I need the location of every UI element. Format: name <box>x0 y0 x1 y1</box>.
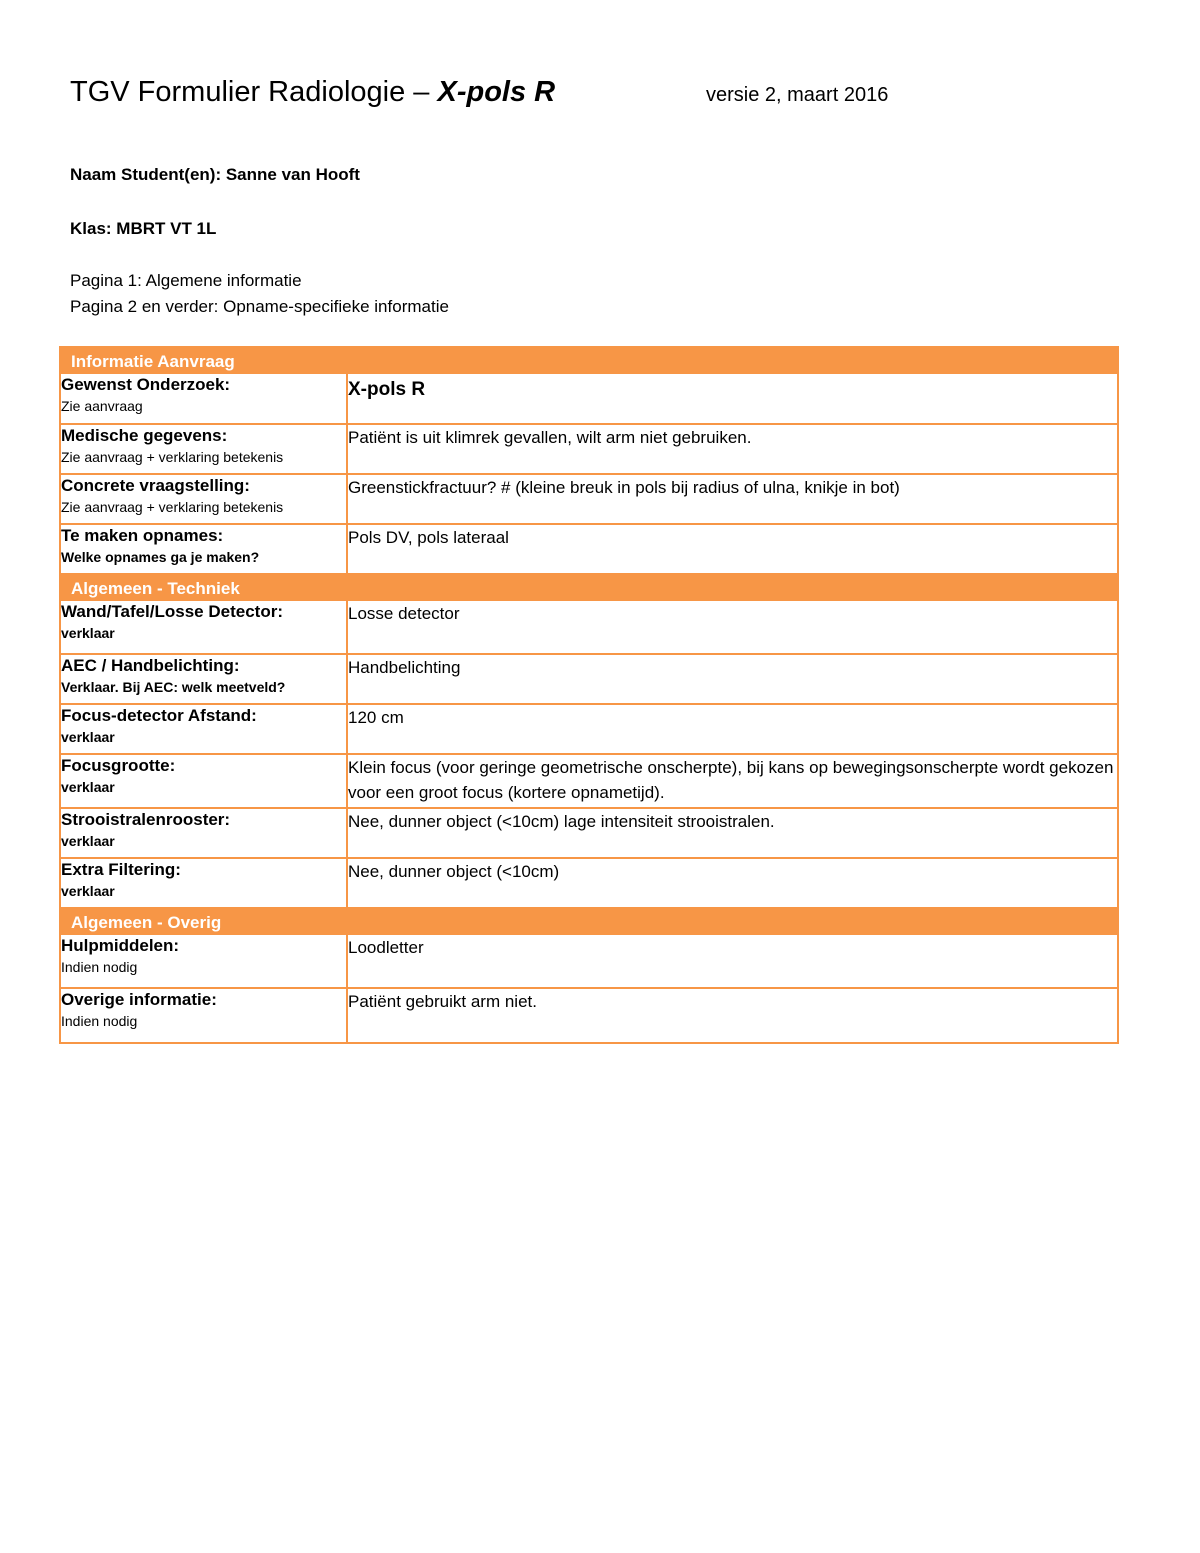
table-row <box>60 373 1118 424</box>
page1-note: Pagina 1: Algemene informatie <box>70 271 302 290</box>
row-label: Medische gegevens: <box>61 426 228 445</box>
section-header <box>60 574 1118 600</box>
row-hint: Welke opnames ga je maken? <box>61 549 260 565</box>
row-value: X-pols R <box>347 373 1118 424</box>
row-value: Patiënt is uit klimrek gevallen, wilt arm niet gebruiken. <box>347 424 1118 474</box>
row-label: Wand/Tafel/Losse Detector: <box>61 602 283 621</box>
row-label: Overige informatie: <box>61 990 217 1009</box>
row-value: Loodletter <box>347 934 1118 988</box>
table-row <box>60 424 1118 474</box>
table-row <box>60 474 1118 524</box>
row-value: Pols DV, pols lateraal <box>347 524 1118 574</box>
row-label: Focusgrootte: <box>61 756 176 775</box>
section-aanvraag: Informatie Aanvraag <box>60 347 1118 373</box>
row-value: Nee, dunner object (<10cm) <box>347 858 1118 908</box>
section-header <box>60 347 1118 373</box>
form-table <box>59 346 1119 1044</box>
table-row <box>60 600 1118 654</box>
page2-note: Pagina 2 en verder: Opname-specifieke informatie <box>70 297 449 316</box>
table-row <box>60 808 1118 858</box>
row-label: Strooistralenrooster: <box>61 810 231 829</box>
form-title <box>70 76 555 109</box>
class-name: Klas: MBRT VT 1L <box>70 219 217 238</box>
row-hint: verklaar <box>61 833 115 849</box>
row-value: Klein focus (voor geringe geometrische onscherpte), bij kans op bewegingsonscherpte wordt gekozen voor een groot focus (kortere opnametijd). <box>347 754 1118 808</box>
row-hint: Indien nodig <box>61 1013 138 1029</box>
row-value: Nee, dunner object (<10cm) lage intensiteit strooistralen. <box>347 808 1118 858</box>
row-hint: verklaar <box>61 779 115 795</box>
row-value: Patiënt gebruikt arm niet. <box>347 988 1118 1043</box>
row-label: Gewenst Onderzoek: <box>61 375 231 394</box>
table-row <box>60 988 1118 1043</box>
table-row <box>60 858 1118 908</box>
row-value: 120 cm <box>347 704 1118 754</box>
row-label: Concrete vraagstelling: <box>61 476 250 495</box>
row-label: Extra Filtering: <box>61 860 181 879</box>
table-row <box>60 524 1118 574</box>
row-value: Losse detector <box>347 600 1118 654</box>
form-version: versie 2, maart 2016 <box>706 84 889 106</box>
row-label: Te maken opnames: <box>61 526 224 545</box>
section-overig: Algemeen - Overig <box>60 908 1118 934</box>
row-label: Focus-detector Afstand: <box>61 706 257 725</box>
row-value: Greenstickfractuur? # (kleine breuk in pols bij radius of ulna, knikje in bot) <box>347 474 1118 524</box>
section-techniek: Algemeen - Techniek <box>60 574 1118 600</box>
row-hint: verklaar <box>61 883 115 899</box>
table-row <box>60 934 1118 988</box>
row-value: Handbelichting <box>347 654 1118 704</box>
row-hint: verklaar <box>61 625 115 641</box>
table-row <box>60 704 1118 754</box>
section-header <box>60 908 1118 934</box>
student-name: Naam Student(en): Sanne van Hooft <box>70 165 360 184</box>
row-hint: Zie aanvraag + verklaring betekenis <box>61 499 284 515</box>
table-row <box>60 654 1118 704</box>
row-hint: verklaar <box>61 729 115 745</box>
row-hint: Zie aanvraag <box>61 398 143 414</box>
row-hint: Indien nodig <box>61 959 138 975</box>
row-hint: Zie aanvraag + verklaring betekenis <box>61 449 284 465</box>
title-prefix: TGV Formulier Radiologie – <box>70 76 438 108</box>
table-row <box>60 754 1118 808</box>
row-label: AEC / Handbelichting: <box>61 656 240 675</box>
title-exam: X-pols R <box>437 76 556 108</box>
row-label: Hulpmiddelen: <box>61 936 180 955</box>
row-hint: Verklaar. Bij AEC: welk meetveld? <box>61 679 286 695</box>
